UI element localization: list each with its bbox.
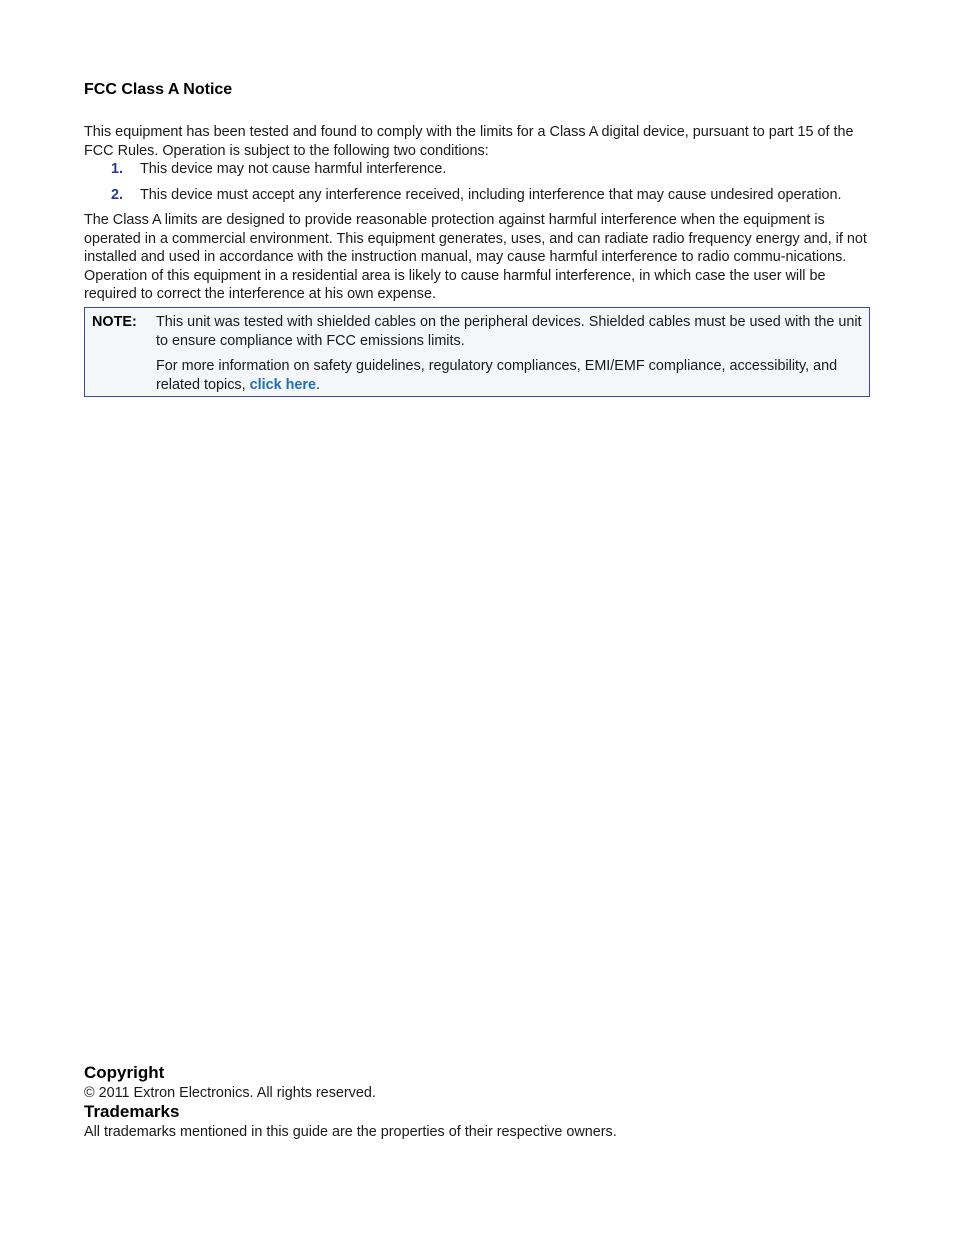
list-item-number: 1.: [111, 161, 124, 177]
list-item-text: This device must accept any interference received, including interference that may cause undesired operation.: [140, 186, 842, 203]
note-text-shielded-cables: This unit was tested with shielded cables on the peripheral devices. Shielded cables must be used with the unit to ensure compliance with FCC emissions limits.: [156, 314, 862, 349]
fcc-notice-heading: FCC Class A Notice: [84, 81, 233, 98]
copyright-text: © 2011 Extron Electronics. All rights reserved.: [84, 1085, 376, 1101]
note-text-prefix: For more information on safety guidelines, regulatory compliances, EMI/EMF compliance, accessibility, and related topics,: [156, 358, 838, 393]
fcc-intro-paragraph: This equipment has been tested and found to comply with the limits for a Class A digital device, pursuant to part 15 of the FCC Rules. Operation is subject to the following two conditions:: [84, 124, 854, 159]
copyright-heading: Copyright: [84, 1063, 165, 1082]
trademarks-text: All trademarks mentioned in this guide are the properties of their respective owners.: [84, 1124, 617, 1140]
trademarks-heading: Trademarks: [84, 1102, 180, 1121]
note-text-more-info: [156, 357, 864, 394]
click-here-link[interactable]: click here: [249, 376, 316, 393]
fcc-body-paragraph: The Class A limits are designed to provide reasonable protection against harmful interference when the equipment is operated in a commercial environment. This equipment generates, uses, and can radiate radio frequency energy and, if not installed and used in accordance with the instruction manual, may cause harmful interference to radio commu-nications. Operation of this equipment in a residential area is likely to cause harmful interference, in which case the user will be required to correct the interference at his own expense.: [84, 212, 867, 302]
list-item-number: 2.: [111, 186, 124, 203]
note-box: [84, 307, 870, 397]
fcc-conditions-list: [84, 160, 870, 211]
note-text-suffix: .: [316, 376, 320, 393]
list-item: [84, 160, 870, 179]
list-item: [84, 186, 870, 205]
note-label: NOTE:: [92, 314, 137, 330]
list-item-text: This device may not cause harmful interference.: [140, 161, 447, 177]
